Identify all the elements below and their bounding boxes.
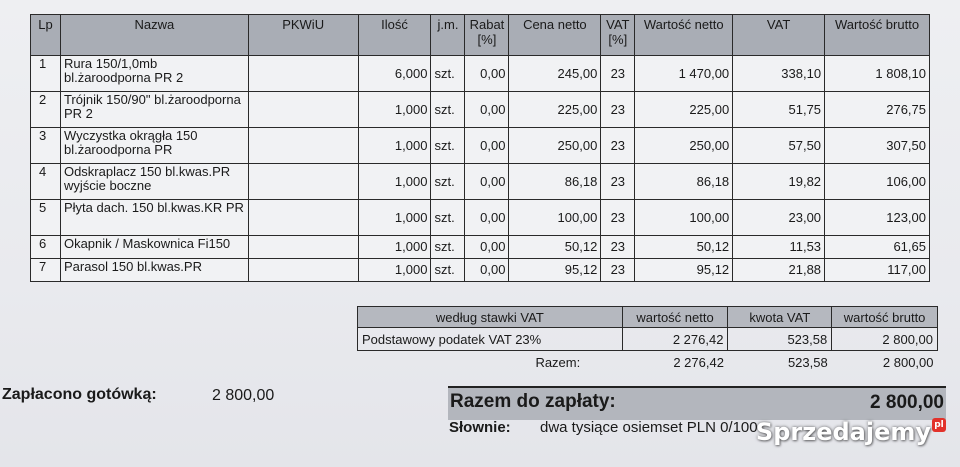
row-discount: 0,00 bbox=[465, 128, 509, 164]
vat-summary-total-net: 2 276,42 bbox=[673, 354, 724, 370]
table-row bbox=[31, 200, 930, 236]
table-row bbox=[31, 236, 930, 259]
row-lp: 1 bbox=[31, 56, 61, 92]
row-net-value: 250,00 bbox=[635, 128, 733, 164]
row-vat-rate: 23 bbox=[601, 236, 635, 259]
row-qty: 1,000 bbox=[358, 128, 431, 164]
vat-summary-total-label: Razem: bbox=[535, 354, 581, 370]
row-unit: szt. bbox=[431, 92, 465, 128]
vat-summary-header-net: wartość netto bbox=[622, 307, 728, 328]
row-lp: 6 bbox=[31, 236, 61, 259]
vat-summary-header-rate: według stawki VAT bbox=[358, 307, 623, 328]
row-name: Płyta dach. 150 bl.kwas.KR PR bbox=[60, 200, 248, 236]
paid-cash-value: 2 800,00 bbox=[212, 387, 275, 404]
row-vat: 51,75 bbox=[733, 92, 825, 128]
total-due-label: Razem do zapłaty: bbox=[450, 391, 616, 412]
row-net-value: 1 470,00 bbox=[635, 56, 733, 92]
row-name: Okapnik / Maskownica Fi150 bbox=[60, 236, 248, 259]
header-pkwiu: PKWiU bbox=[248, 15, 358, 56]
header-discount: Rabat [%] bbox=[465, 15, 509, 56]
amount-in-words-label: Słownie: bbox=[449, 419, 511, 436]
row-net-price: 50,12 bbox=[509, 236, 601, 259]
row-unit: szt. bbox=[431, 236, 465, 259]
row-discount: 0,00 bbox=[465, 236, 509, 259]
row-vat-rate: 23 bbox=[601, 128, 635, 164]
vat-summary-rate: Podstawowy podatek VAT 23% bbox=[358, 328, 623, 351]
vat-summary-table bbox=[357, 306, 938, 373]
vat-summary-header-gross: wartość brutto bbox=[832, 307, 938, 328]
items-table bbox=[30, 14, 930, 282]
row-gross-value: 276,75 bbox=[825, 92, 930, 128]
row-net-value: 225,00 bbox=[635, 92, 733, 128]
row-gross-value: 1 808,10 bbox=[825, 56, 930, 92]
row-discount: 0,00 bbox=[465, 56, 509, 92]
row-lp: 3 bbox=[31, 128, 61, 164]
row-net-value: 50,12 bbox=[635, 236, 733, 259]
row-name: Wyczystka okrągła 150 bl.żaroodporna PR bbox=[60, 128, 248, 164]
row-net-price: 95,12 bbox=[509, 259, 601, 282]
header-qty: Ilość bbox=[358, 15, 431, 56]
row-lp: 7 bbox=[31, 259, 61, 282]
paid-cash-label: Zapłacono gotówką: bbox=[2, 386, 157, 403]
row-qty: 1,000 bbox=[358, 236, 431, 259]
row-vat-rate: 23 bbox=[601, 200, 635, 236]
table-row bbox=[31, 92, 930, 128]
row-pkwiu bbox=[248, 200, 358, 236]
watermark-logo bbox=[756, 418, 946, 446]
row-gross-value: 117,00 bbox=[825, 259, 930, 282]
row-name: Parasol 150 bl.kwas.PR bbox=[60, 259, 248, 282]
row-net-value: 95,12 bbox=[635, 259, 733, 282]
row-qty: 6,000 bbox=[358, 56, 431, 92]
header-vat: VAT bbox=[733, 15, 825, 56]
table-row bbox=[31, 259, 930, 282]
row-pkwiu bbox=[248, 259, 358, 282]
row-lp: 5 bbox=[31, 200, 61, 236]
header-gross-value: Wartość brutto bbox=[825, 15, 930, 56]
row-qty: 1,000 bbox=[358, 200, 431, 236]
row-net-price: 225,00 bbox=[509, 92, 601, 128]
row-unit: szt. bbox=[431, 200, 465, 236]
row-vat: 23,00 bbox=[733, 200, 825, 236]
row-net-value: 100,00 bbox=[635, 200, 733, 236]
row-name: Trójnik 150/90" bl.żaroodporna PR 2 bbox=[60, 92, 248, 128]
row-lp: 4 bbox=[31, 164, 61, 200]
row-qty: 1,000 bbox=[358, 164, 431, 200]
row-vat-rate: 23 bbox=[601, 164, 635, 200]
row-discount: 0,00 bbox=[465, 92, 509, 128]
row-vat-rate: 23 bbox=[601, 259, 635, 282]
row-unit: szt. bbox=[431, 128, 465, 164]
row-vat: 338,10 bbox=[733, 56, 825, 92]
row-unit: szt. bbox=[431, 259, 465, 282]
vat-summary-total-vat: 523,58 bbox=[787, 354, 828, 370]
row-gross-value: 307,50 bbox=[825, 128, 930, 164]
row-gross-value: 106,00 bbox=[825, 164, 930, 200]
header-unit: j.m. bbox=[431, 15, 465, 56]
row-pkwiu bbox=[248, 164, 358, 200]
row-gross-value: 123,00 bbox=[825, 200, 930, 236]
row-pkwiu bbox=[248, 56, 358, 92]
items-header-row bbox=[31, 15, 930, 56]
vat-summary-net: 2 276,42 bbox=[622, 328, 728, 351]
row-discount: 0,00 bbox=[465, 259, 509, 282]
row-vat: 19,82 bbox=[733, 164, 825, 200]
header-lp: Lp bbox=[31, 15, 61, 56]
row-vat: 11,53 bbox=[733, 236, 825, 259]
header-net-price: Cena netto bbox=[509, 15, 601, 56]
row-vat: 21,88 bbox=[733, 259, 825, 282]
row-net-price: 245,00 bbox=[509, 56, 601, 92]
row-unit: szt. bbox=[431, 56, 465, 92]
row-net-price: 86,18 bbox=[509, 164, 601, 200]
row-discount: 0,00 bbox=[465, 164, 509, 200]
row-unit: szt. bbox=[431, 164, 465, 200]
row-lp: 2 bbox=[31, 92, 61, 128]
vat-summary-vat: 523,58 bbox=[728, 328, 832, 351]
row-pkwiu bbox=[248, 236, 358, 259]
vat-summary-gross: 2 800,00 bbox=[832, 328, 938, 351]
table-row bbox=[31, 164, 930, 200]
row-net-value: 86,18 bbox=[635, 164, 733, 200]
total-due-value: 2 800,00 bbox=[870, 392, 944, 413]
row-name: Rura 150/1,0mb bl.żaroodporna PR 2 bbox=[60, 56, 248, 92]
amount-in-words-value: dwa tysiące osiemset PLN 0/100 bbox=[540, 419, 758, 436]
vat-summary-row bbox=[358, 328, 938, 351]
row-net-price: 100,00 bbox=[509, 200, 601, 236]
header-vat-rate: VAT [%] bbox=[601, 15, 635, 56]
header-net-value: Wartość netto bbox=[635, 15, 733, 56]
row-qty: 1,000 bbox=[358, 259, 431, 282]
watermark-badge: pl bbox=[932, 418, 946, 432]
table-row bbox=[31, 128, 930, 164]
row-pkwiu bbox=[248, 128, 358, 164]
row-vat-rate: 23 bbox=[601, 56, 635, 92]
vat-summary-total-gross: 2 800,00 bbox=[882, 354, 934, 370]
vat-summary-total-row bbox=[358, 351, 938, 374]
row-qty: 1,000 bbox=[358, 92, 431, 128]
row-vat-rate: 23 bbox=[601, 92, 635, 128]
row-gross-value: 61,65 bbox=[825, 236, 930, 259]
row-vat: 57,50 bbox=[733, 128, 825, 164]
vat-summary-header-vat: kwota VAT bbox=[728, 307, 832, 328]
row-pkwiu bbox=[248, 92, 358, 128]
table-row bbox=[31, 56, 930, 92]
watermark-text: Sprzedajemy bbox=[755, 418, 931, 446]
row-net-price: 250,00 bbox=[509, 128, 601, 164]
header-name: Nazwa bbox=[60, 15, 248, 56]
row-discount: 0,00 bbox=[465, 200, 509, 236]
vat-summary-header-row bbox=[358, 307, 938, 328]
row-name: Odskraplacz 150 bl.kwas.PR wyjście boczne bbox=[60, 164, 248, 200]
